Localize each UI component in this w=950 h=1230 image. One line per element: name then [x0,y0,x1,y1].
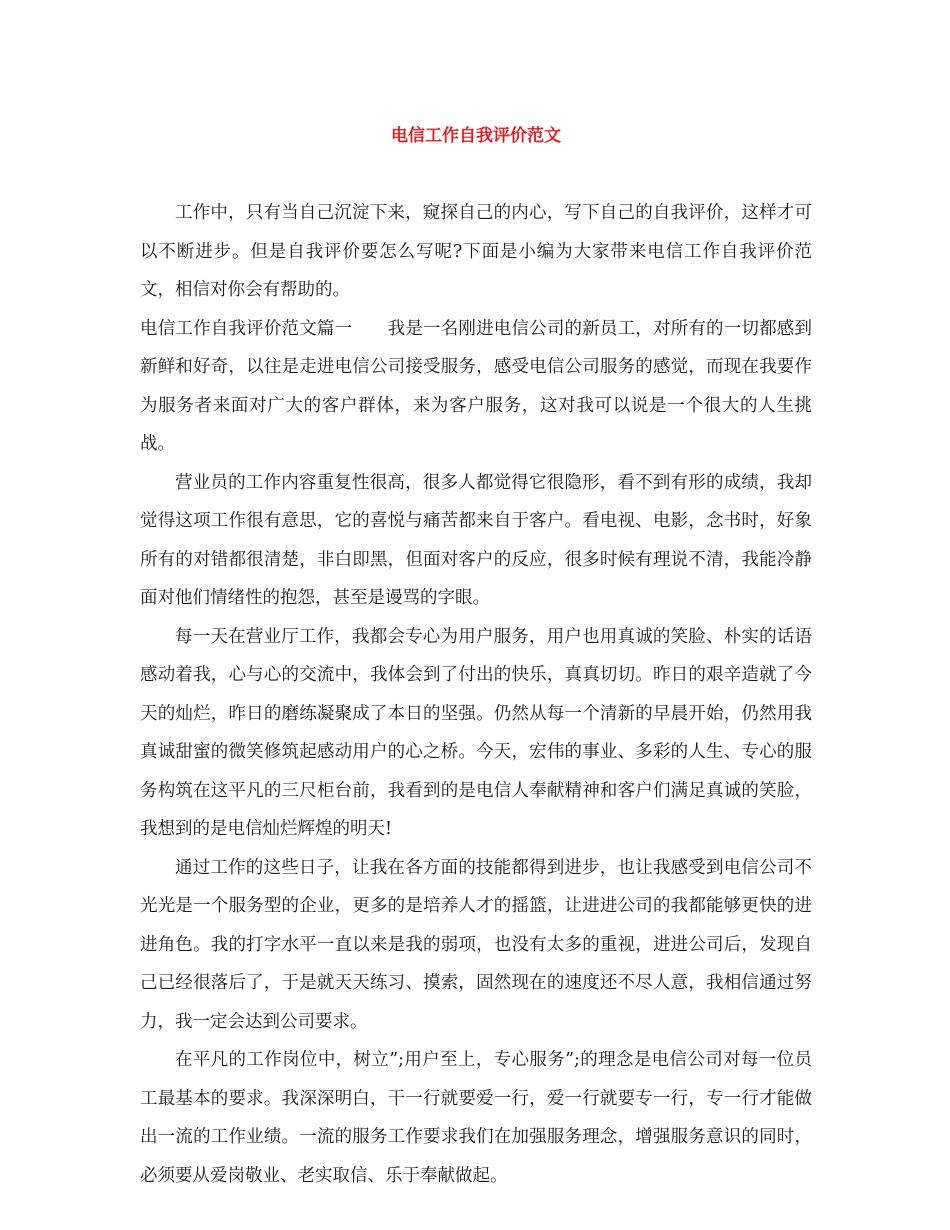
paragraph-skill-progress: 通过工作的这些日子，让我在各方面的技能都得到进步，也让我感受到电信公司不光光是一个服务型的企业，更多的是培养人才的摇篮，让进进公司的我都能够更快的进进角色。我的打字水平一直以来是我的弱项，也没有太多的重视，进进公司后，发现自己已经很落后了，于是就天天练习、摸索，固然现在的速度还不尽人意，我相信通过努力，我一定会达到公司要求。 [140,857,812,1032]
paragraph-intro: 工作中，只有当自己沉淀下来，窥探自己的内心，写下自己的自我评价，这样才可以不断进步。但是自我评价要怎么写呢?下面是小编为大家带来电信工作自我评价范文，相信对你会有帮助的。 [140,203,812,300]
paragraph-work-content: 营业员的工作内容重复性很高，很多人都觉得它很隐形，看不到有形的成绩，我却觉得这项工作很有意思，它的喜悦与痛苦都来自于客户。看电视、电影，念书时，好象所有的对错都很清楚，非白即黑，但面对客户的反应，很多时候有理说不清，我能冷静面对他们情绪性的抱怨，甚至是谩骂的字眼。 [140,472,812,608]
paragraph-service-philosophy: 在平凡的工作岗位中，树立”;用户至上，专心服务”;的理念是电信公司对每一位员工最基本的要求。我深深明白，干一行就要爱一行，爱一行就要专一行，专一行才能做出一流的工作业绩。一流的服务工作要求我们在加强服务理念，增强服务意识的同时，必须要从爱岗敬业、老实取信、乐于奉献做起。 [140,1050,812,1186]
paragraph-sample-one: 电信工作自我评价范文篇一 我是一名刚进电信公司的新员工，对所有的一切都感到新鲜和好奇，以往是走进电信公司接受服务，感受电信公司服务的感觉，而现在我要作为服务者来面对广大的客户群体，来为客户服务，这对我可以说是一个很大的人生挑战。 [140,318,812,454]
paragraph-daily-service: 每一天在营业厅工作，我都会专心为用户服务，用户也用真诚的笑脸、朴实的话语感动着我，心与心的交流中，我体会到了付出的快乐，真真切切。昨日的艰辛造就了今天的灿烂，昨日的磨练凝聚成了本日的坚强。仍然从每一个清新的早晨开始，仍然用我真诚甜蜜的微笑修筑起感动用户的心之桥。今天，宏伟的事业、多彩的人生、专心的服务构筑在这平凡的三尺柜台前，我看到的是电信人奉献精神和客户们满足真诚的笑脸，我想到的是电信灿烂辉煌的明天! [140,626,812,839]
document-page [140,112,812,1195]
document-title: 电信工作自我评价范文 [391,126,561,146]
